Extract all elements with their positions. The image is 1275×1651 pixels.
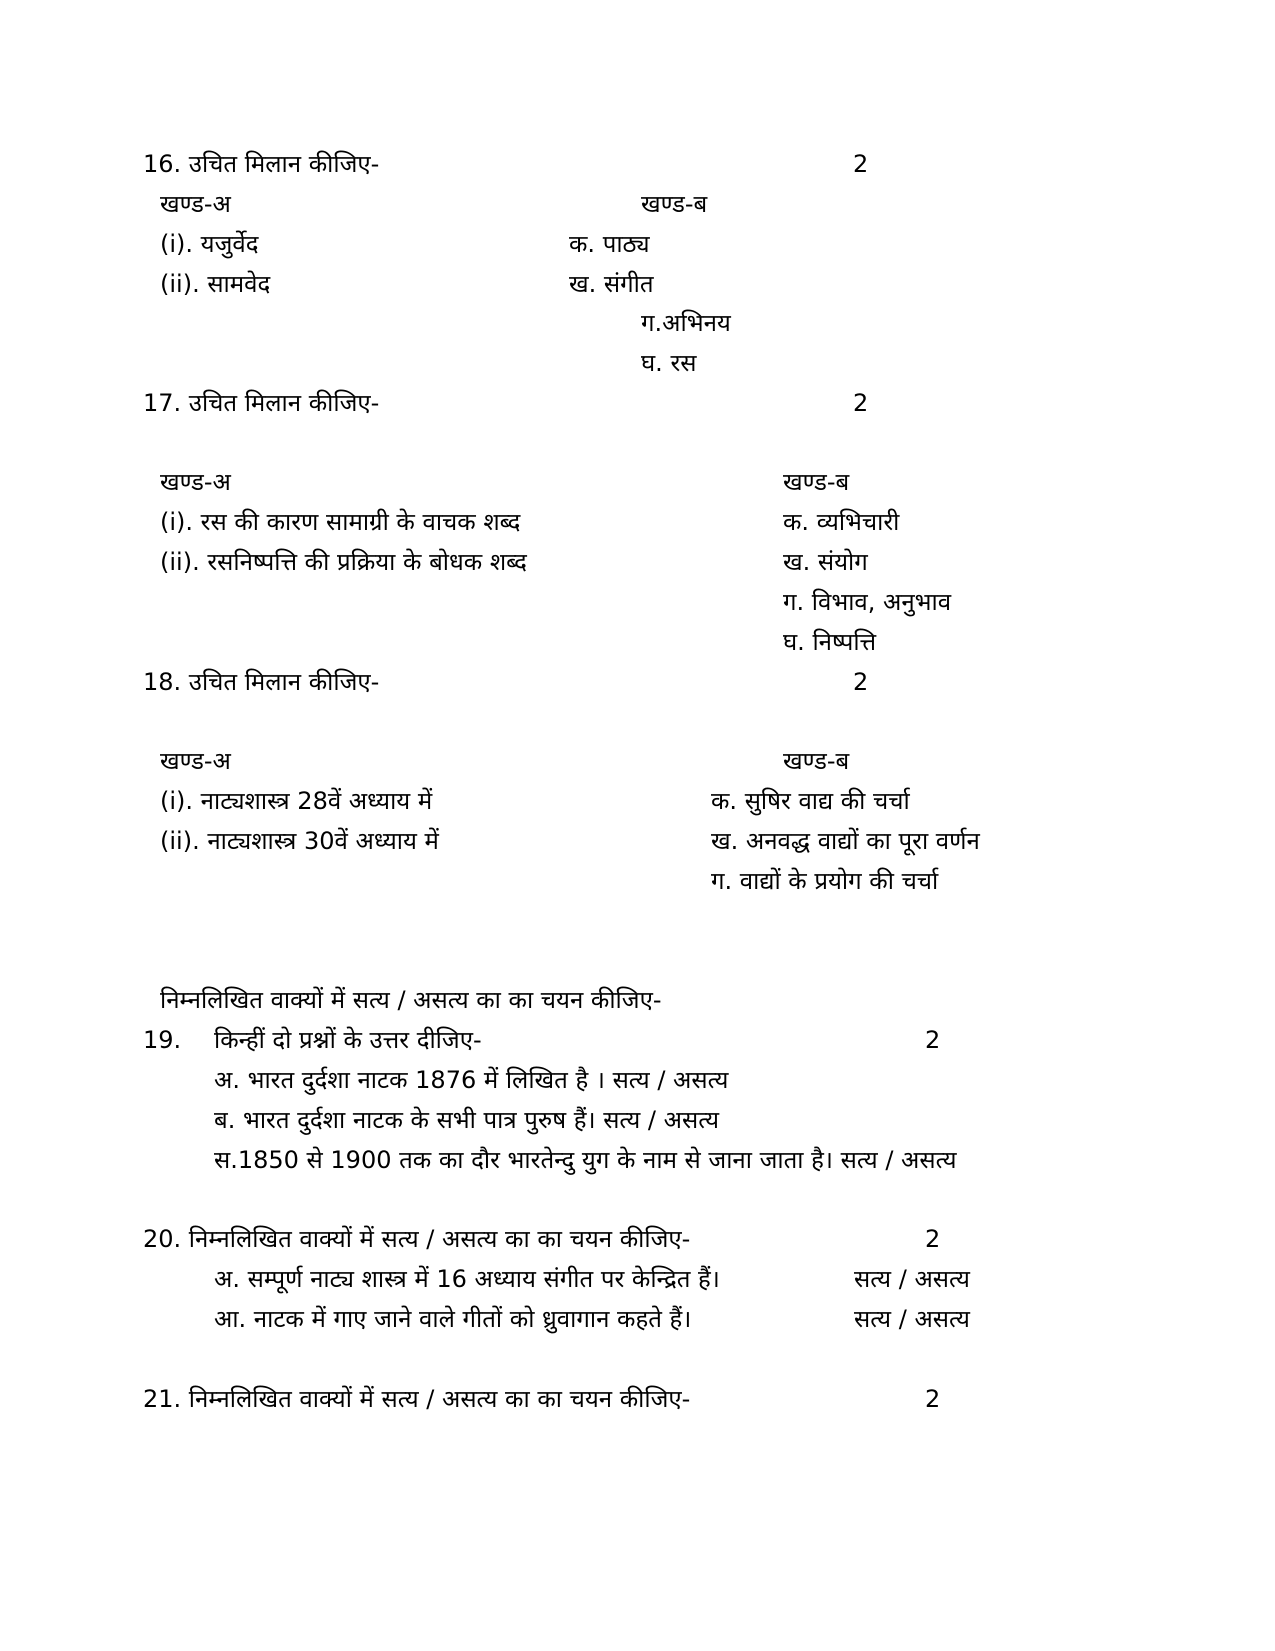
q17-col-b-item: घ. निष्पत्ति (783, 628, 877, 656)
q16-col-b-item: क. पाठ्य (569, 230, 650, 258)
q19-marks: 2 (925, 1026, 941, 1054)
section-heading: निम्नलिखित वाक्यों में सत्य / असत्य का का चयन कीजिए- (160, 986, 662, 1014)
q20-item-text: अ. सम्पूर्ण नाट्य शास्त्र में 16 अध्याय संगीत पर केन्द्रित हैं। (214, 1265, 720, 1293)
q18-title: 18. उचित मिलान कीजिए- (143, 668, 380, 696)
q17-col-b-item: ग. विभाव, अनुभाव (783, 588, 952, 616)
q20-item-choice: सत्य / असत्य (854, 1265, 970, 1293)
q18-col-a-item: (ii). नाट्यशास्त्र 30वें अध्याय में (160, 827, 439, 855)
q16-marks: 2 (853, 150, 869, 178)
q20-item-choice: सत्य / असत्य (854, 1305, 970, 1333)
q18-marks: 2 (853, 668, 869, 696)
q16-col-a-header: खण्ड-अ (160, 190, 231, 218)
q17-col-a-item: (ii). रसनिष्पत्ति की प्रक्रिया के बोधक शब्द (160, 548, 527, 576)
q21-title: 21. निम्नलिखित वाक्यों में सत्य / असत्य का का चयन कीजिए- (143, 1385, 691, 1413)
q17-col-b-item: ख. संयोग (783, 548, 868, 576)
q19-item: स.1850 से 1900 तक का दौर भारतेन्दु युग के नाम से जाना जाता है। सत्य / असत्य (214, 1146, 957, 1174)
q16-col-b-item: ग.अभिनय (641, 309, 731, 337)
q20-title: 20. निम्नलिखित वाक्यों में सत्य / असत्य का का चयन कीजिए- (143, 1225, 691, 1253)
q18-col-b-item: ख. अनवद्ध वाद्यों का पूरा वर्णन (711, 827, 980, 855)
q18-col-a-header: खण्ड-अ (160, 747, 231, 775)
q18-col-b-item: क. सुषिर वाद्य की चर्चा (711, 787, 910, 815)
q16-title: 16. उचित मिलान कीजिए- (143, 150, 380, 178)
q20-marks: 2 (925, 1225, 941, 1253)
q17-title: 17. उचित मिलान कीजिए- (143, 389, 380, 417)
q16-col-a-item: (i). यजुर्वेद (160, 230, 259, 258)
q17-marks: 2 (853, 389, 869, 417)
q17-col-a-header: खण्ड-अ (160, 468, 231, 496)
q18-col-a-item: (i). नाट्यशास्त्र 28वें अध्याय में (160, 787, 433, 815)
q21-marks: 2 (925, 1385, 941, 1413)
q17-col-b-item: क. व्यभिचारी (783, 508, 900, 536)
q19-title: किन्हीं दो प्रश्नों के उत्तर दीजिए- (214, 1026, 482, 1054)
q18-col-b-item: ग. वाद्यों के प्रयोग की चर्चा (711, 867, 939, 895)
q16-col-b-header: खण्ड-ब (641, 190, 708, 218)
q19-item: ब. भारत दुर्दशा नाटक के सभी पात्र पुरुष हैं। सत्य / असत्य (214, 1106, 720, 1134)
q20-item-text: आ. नाटक में गाए जाने वाले गीतों को ध्रुवागान कहते हैं। (214, 1305, 692, 1333)
q19-number: 19. (143, 1026, 182, 1054)
q16-col-a-item: (ii). सामवेद (160, 270, 271, 298)
q17-col-a-item: (i). रस की कारण सामाग्री के वाचक शब्द (160, 508, 521, 536)
q16-col-b-item: ख. संगीत (569, 270, 654, 298)
q19-item: अ. भारत दुर्दशा नाटक 1876 में लिखित है । सत्य / असत्य (214, 1066, 729, 1094)
q18-col-b-header: खण्ड-ब (783, 747, 850, 775)
q17-col-b-header: खण्ड-ब (783, 468, 850, 496)
q16-col-b-item: घ. रस (641, 349, 697, 377)
